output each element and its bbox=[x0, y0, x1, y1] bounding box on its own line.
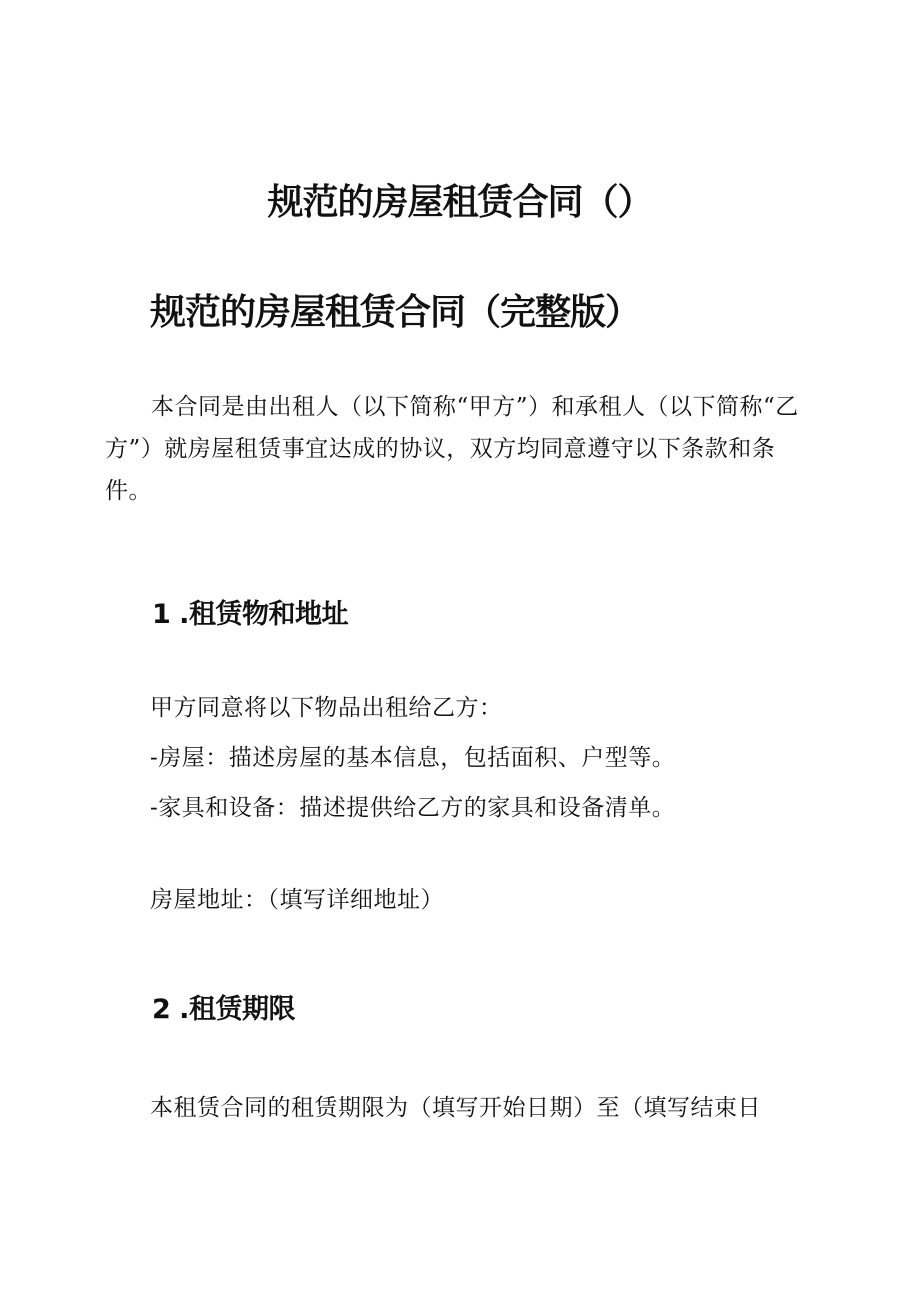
intro-paragraph: 本合同是由出租人（以下简称“甲方”）和承租人（以下简称“乙方”）就房屋租赁事宜达成的协议，双方均同意遵守以下条款和条件。 bbox=[105, 394, 799, 504]
document-title: 规范的房屋租赁合同（） bbox=[267, 182, 653, 223]
document-subtitle: 规范的房屋租赁合同（完整版） bbox=[150, 292, 641, 333]
section-heading-rental-property: 1 .租赁物和地址 bbox=[152, 599, 348, 630]
section-line: -房屋：描述房屋的基本信息，包括面积、户型等。 bbox=[150, 745, 676, 771]
section-heading-rental-term: 2 .租赁期限 bbox=[152, 994, 295, 1025]
property-address-line: 房屋地址：（填写详细地址） bbox=[150, 887, 444, 913]
section-line: 甲方同意将以下物品出租给乙方： bbox=[150, 695, 503, 721]
section-line: 本租赁合同的租赁期限为（填写开始日期）至（填写结束日 bbox=[150, 1095, 761, 1121]
section-line: -家具和设备：描述提供给乙方的家具和设备清单。 bbox=[150, 795, 676, 821]
